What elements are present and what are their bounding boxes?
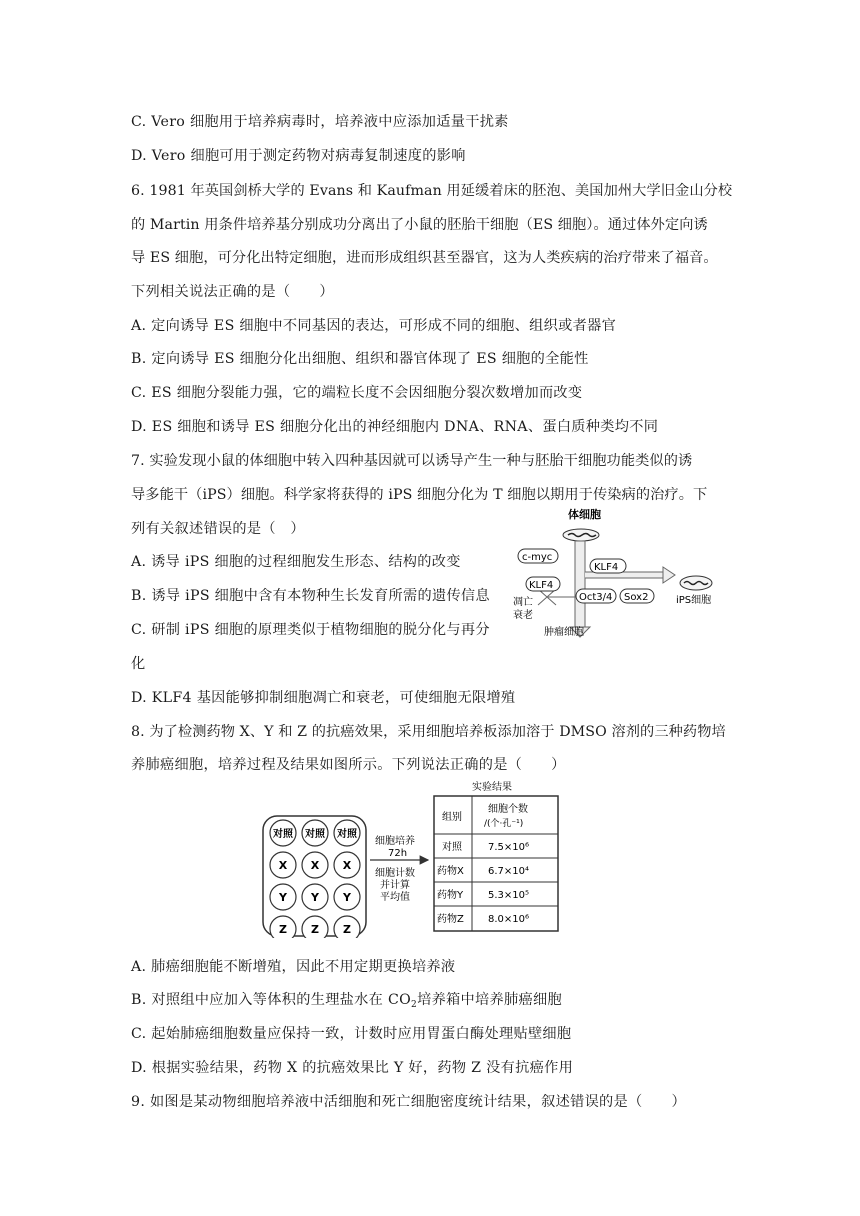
- table-col-group: 组别: [442, 812, 462, 823]
- option-b-q8-post: 培养箱中培养肺癌细胞: [417, 992, 562, 1008]
- ips-induction-diagram: [508, 505, 730, 640]
- question-7-line-2: 导多能干（iPS）细胞。科学家将获得的 iPS 细胞分化为 T 细胞以期用于传染病的治疗。下: [131, 487, 708, 503]
- plate-well-label: 对照: [305, 829, 325, 840]
- table-col-count: 细胞个数: [488, 804, 528, 815]
- gene-c-myc: c-myc: [522, 552, 553, 563]
- co2-subscript: 2: [411, 1000, 418, 1010]
- option-a-q7: A. 诱导 iPS 细胞的过程细胞发生形态、结构的改变: [131, 554, 461, 570]
- option-d-q6: D. ES 细胞和诱导 ES 细胞分化出的神经细胞内 DNA、RNA、蛋白质种类均不同: [131, 419, 659, 435]
- option-b-q6: B. 定向诱导 ES 细胞分化出细胞、组织和器官体现了 ES 细胞的全能性: [131, 351, 589, 367]
- question-7-line-1: 7. 实验发现小鼠的体细胞中转入四种基因就可以诱导产生一种与胚胎干细胞功能类似的诱: [131, 453, 693, 469]
- gene-oct34: Oct3/4: [579, 592, 613, 603]
- plate-well-label: Y: [343, 891, 351, 904]
- somatic-cell-label: 体细胞: [568, 508, 601, 521]
- question-7-line-3: 列有关叙述错误的是（ ）: [131, 521, 305, 537]
- option-d-q7: D. KLF4 基因能够抑制细胞凋亡和衰老，可使细胞无限增殖: [131, 690, 516, 706]
- option-c-q8: C. 起始肺癌细胞数量应保持一致，计数时应用胃蛋白酶处理贴壁细胞: [131, 1026, 572, 1042]
- table-group-3: 药物Z: [437, 914, 464, 925]
- plate-well-label: X: [278, 859, 288, 872]
- option-c-q7-cont: 化: [131, 656, 146, 672]
- question-6-line-1: 6. 1981 年英国剑桥大学的 Evans 和 Kaufman 用延缓着床的胚泡、美国加州大学旧金山分校: [131, 183, 733, 199]
- drug-experiment-figure: [262, 778, 562, 938]
- table-title: 实验结果: [472, 782, 512, 793]
- option-a-q8: A. 肺癌细胞能不断增殖，因此不用定期更换培养液: [131, 959, 456, 975]
- arrow-label-count: 细胞计数: [375, 868, 415, 879]
- question-8-line-1: 8. 为了检测药物 X、Y 和 Z 的抗癌效果，采用细胞培养板添加溶于 DMSO 溶剂的三种药物培: [131, 724, 726, 740]
- question-6-line-4: 下列相关说法正确的是（ ）: [131, 284, 334, 300]
- option-c-q5: C. Vero 细胞用于培养病毒时，培养液中应添加适量干扰素: [131, 114, 509, 130]
- table-group-2: 药物Y: [437, 890, 464, 901]
- apoptosis-label: 凋亡: [513, 597, 533, 608]
- plate-well-label: Z: [311, 923, 319, 936]
- plate-well-label: 对照: [337, 829, 357, 840]
- option-b-q8: [131, 991, 562, 1014]
- option-c-q6: C. ES 细胞分裂能力强，它的端粒长度不会因细胞分裂次数增加而改变: [131, 385, 583, 401]
- gene-sox2: Sox2: [624, 592, 649, 603]
- ips-cell-label: iPS细胞: [676, 595, 712, 606]
- plate-well-label: Y: [311, 891, 319, 904]
- gene-klf4-lower: KLF4: [529, 580, 554, 591]
- arrow-label-72h: 72h: [388, 848, 408, 859]
- arrow-label-culture: 细胞培养: [375, 836, 415, 847]
- gene-klf4-upper: KLF4: [594, 562, 619, 573]
- aging-label: 衰老: [513, 610, 533, 621]
- plate-well-label: 对照: [273, 829, 293, 840]
- plate-well-label: Z: [279, 923, 287, 936]
- option-d-q8: D. 根据实验结果，药物 X 的抗癌效果比 Y 好，药物 Z 没有抗癌作用: [131, 1060, 574, 1076]
- question-8-line-2: 养肺癌细胞，培养过程及结果如图所示。下列说法正确的是（ ）: [131, 757, 566, 773]
- arrow-label-calc: 并计算: [380, 880, 410, 891]
- question-6-line-2: 的 Martin 用条件培养基分别成功分离出了小鼠的胚胎干细胞（ES 细胞）。通过体外定向诱: [131, 217, 708, 233]
- option-a-q6: A. 定向诱导 ES 细胞中不同基因的表达，可形成不同的细胞、组织或者器官: [131, 318, 617, 334]
- tumor-cell-label: 肿瘤细胞: [544, 627, 584, 638]
- table-group-1: 药物X: [437, 866, 464, 877]
- option-c-q7: C. 研制 iPS 细胞的原理类似于植物细胞的脱分化与再分: [131, 622, 490, 638]
- plate-well-label: Z: [343, 923, 351, 936]
- plate-well-label: X: [310, 859, 320, 872]
- plate-well-label: X: [342, 859, 352, 872]
- table-col-count-unit: /(个·孔⁻¹): [484, 819, 524, 829]
- arrow-label-mean: 平均值: [380, 892, 410, 903]
- table-count-0: 7.5×10⁶: [488, 842, 530, 853]
- table-count-2: 5.3×10⁵: [488, 890, 530, 901]
- table-count-1: 6.7×10⁴: [488, 866, 530, 877]
- question-6-line-3: 导 ES 细胞，可分化出特定细胞，进而形成组织甚至器官，这为人类疾病的治疗带来了福音。: [131, 250, 718, 266]
- option-b-q7: B. 诱导 iPS 细胞中含有本物种生长发育所需的遗传信息: [131, 588, 490, 604]
- option-b-q8-pre: B. 对照组中应加入等体积的生理盐水在 CO: [131, 992, 412, 1008]
- plate-well-label: Y: [279, 891, 287, 904]
- table-group-0: 对照: [442, 842, 462, 853]
- table-count-3: 8.0×10⁶: [488, 914, 530, 925]
- option-d-q5: D. Vero 细胞可用于测定药物对病毒复制速度的影响: [131, 148, 466, 164]
- question-9-line-1: 9. 如图是某动物细胞培养液中活细胞和死亡细胞密度统计结果，叙述错误的是（ ）: [131, 1094, 686, 1110]
